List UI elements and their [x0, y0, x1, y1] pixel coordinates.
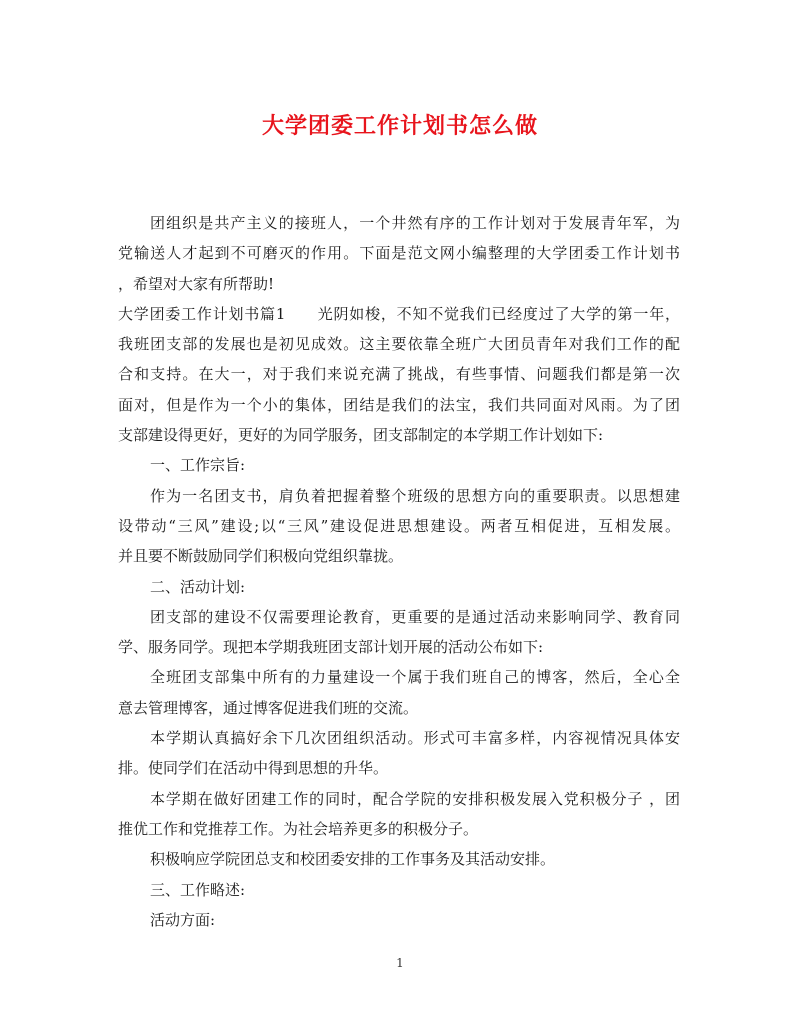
text-line: 团组织是共产主义的接班人，一个井然有序的工作计划对于发展青年军，为: [150, 214, 680, 232]
text-line: 三、工作略述:: [150, 880, 246, 899]
text-line: 积极响应学院团总支和校团委安排的工作事务及其活动安排。: [150, 850, 556, 869]
text-line: 本学期认真搞好余下几次团组织活动。形式可丰富多样，内容视情况具体安: [150, 729, 680, 748]
text-line: 一、工作宗旨:: [150, 456, 246, 475]
text-line: 设带动“三风”建设;以“三风”建设促进思想建设。两者互相促进，互相发展。: [118, 516, 680, 535]
text-line: 活动方面:: [150, 910, 216, 929]
document-body: [118, 208, 680, 935]
text-line: 二、活动计划:: [150, 577, 246, 596]
text-line: ，希望对大家有所帮助!: [118, 274, 275, 293]
text-line: 并且要不断鼓励同学们积极向党组织靠拢。: [118, 547, 404, 566]
text-line: 我班团支部的发展也是初见成效。这主要依靠全班广大团员青年对我们工作的配: [118, 335, 680, 354]
text-line: 推优工作和党推荐工作。为社会培养更多的积极分子。: [118, 819, 479, 838]
text-line: 大学团委工作计划书篇1 光阴如梭，不知不觉我们已经度过了大学的第一年，: [118, 304, 680, 323]
text-line: 团支部的建设不仅需要理论教育，更重要的是通过活动来影响同学、教育同: [150, 607, 680, 626]
text-line: 面对，但是作为一个小的集体，团结是我们的法宝，我们共同面对风雨。为了团: [118, 395, 680, 414]
text-line: 合和支持。在大一，对于我们来说充满了挑战，有些事情、问题我们都是第一次: [118, 365, 680, 384]
text-line: 支部建设得更好，更好的为同学服务，团支部制定的本学期工作计划如下:: [118, 426, 604, 445]
text-line: 本学期在做好团建工作的同时，配合学院的安排积极发展入党积极分子 ，团: [150, 789, 680, 808]
text-line: 排。使同学们在活动中得到思想的升华。: [118, 759, 389, 778]
text-line: 作为一名团支书，肩负着把握着整个班级的思想方向的重要职责。以思想建: [150, 486, 680, 505]
text-line: 党输送人才起到不可磨灭的作用。下面是范文网小编整理的大学团委工作计划书: [118, 244, 680, 263]
page-title: 大学团委工作计划书怎么做: [261, 113, 538, 139]
text-line: 全班团支部集中所有的力量建设一个属于我们班自己的博客，然后，全心全: [150, 668, 680, 687]
text-line: 学、服务同学。现把本学期我班团支部计划开展的活动公布如下:: [118, 638, 544, 657]
text-line: 意去管理博客，通过博客促进我们班的交流。: [118, 698, 419, 717]
page-number: 1: [396, 956, 404, 970]
